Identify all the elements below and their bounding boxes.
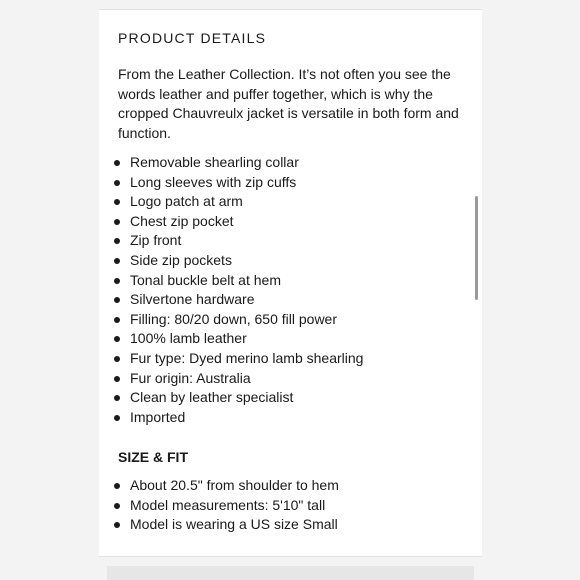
list-item: Filling: 80/20 down, 650 fill power <box>99 310 363 330</box>
list-item: Model is wearing a US size Small <box>99 515 339 535</box>
product-details-heading: PRODUCT DETAILS <box>118 30 267 46</box>
list-item: Fur origin: Australia <box>99 369 363 389</box>
list-item: Logo patch at arm <box>99 192 363 212</box>
product-description: From the Leather Collection. It’s not often you see the words leather and puffer together, which is why the cropped Chauvreulx jacket is versatile in both form and function. <box>118 66 459 141</box>
list-item: Side zip pockets <box>99 251 363 271</box>
list-item: Chest zip pocket <box>99 212 363 232</box>
bottom-panel <box>107 566 474 580</box>
product-details-panel <box>99 9 482 557</box>
list-item: Model measurements: 5'10" tall <box>99 496 339 516</box>
list-item: 100% lamb leather <box>99 329 363 349</box>
feature-list <box>99 153 363 427</box>
list-item: Removable shearling collar <box>99 153 363 173</box>
list-item: Zip front <box>99 231 363 251</box>
list-item: Clean by leather specialist <box>99 388 363 408</box>
scrollbar-thumb[interactable] <box>475 196 478 300</box>
list-item: Silvertone hardware <box>99 290 363 310</box>
list-item: Imported <box>99 408 363 428</box>
list-item: Tonal buckle belt at hem <box>99 271 363 291</box>
list-item: About 20.5" from shoulder to hem <box>99 476 339 496</box>
size-fit-heading: SIZE & FIT <box>118 449 188 465</box>
size-fit-list <box>99 476 339 535</box>
list-item: Fur type: Dyed merino lamb shearling <box>99 349 363 369</box>
list-item: Long sleeves with zip cuffs <box>99 173 363 193</box>
